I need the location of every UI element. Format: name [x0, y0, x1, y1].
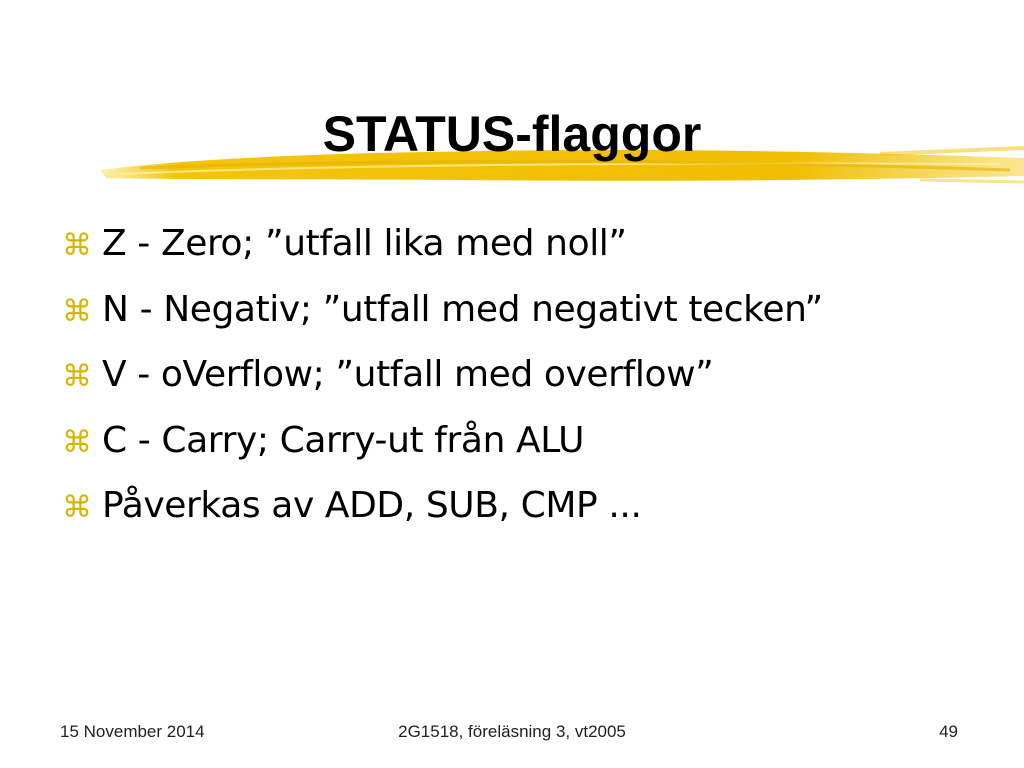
- command-icon: ⌘: [62, 490, 92, 525]
- bullet-text: Z - Zero; ”utfall lika med noll”: [102, 223, 627, 264]
- command-icon: ⌘: [62, 293, 92, 329]
- list-item: [62, 284, 1002, 350]
- page-number: 49: [939, 722, 958, 741]
- bullet-text: Påverkas av ADD, SUB, CMP ...: [102, 485, 642, 526]
- command-icon: ⌘: [62, 228, 92, 263]
- command-icon: ⌘: [62, 424, 92, 460]
- bullet-list: [62, 218, 1002, 546]
- command-icon: ⌘: [62, 359, 92, 394]
- bullet-text: C - Carry; Carry-ut från ALU: [102, 419, 585, 461]
- footer-date: 15 November 2014: [60, 722, 205, 741]
- slide-title: STATUS-flaggor: [322, 106, 702, 162]
- list-item: [62, 480, 1002, 546]
- bullet-text: V - oVerflow; ”utfall med overflow”: [102, 354, 714, 395]
- bullet-text: N - Negativ; ”utfall med negativt tecken”: [102, 288, 823, 330]
- list-item: [62, 349, 1002, 415]
- list-item: [62, 415, 1002, 481]
- footer-course-info: 2G1518, föreläsning 3, vt2005: [398, 722, 626, 741]
- list-item: [62, 218, 1002, 284]
